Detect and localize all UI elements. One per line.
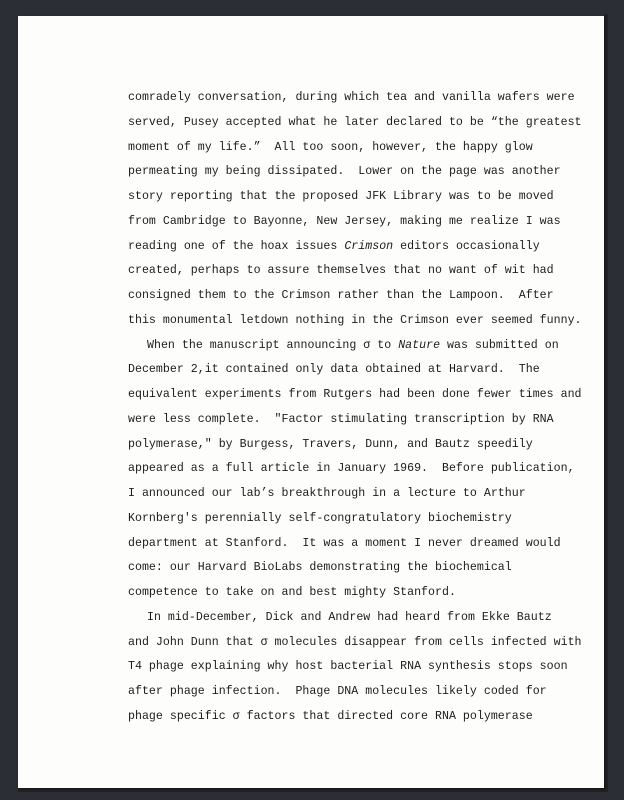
text-line [128,235,548,260]
paper-edge-shadow-bottom [18,788,608,792]
page-body-text [128,86,582,730]
text-segment: reading one of the hoax issues [128,239,345,253]
text-line: story reporting that the proposed JFK Library was to be moved [128,190,554,203]
text-line: I announced our lab’s breakthrough in a lecture to Arthur [128,487,526,500]
text-segment: When the manuscript announcing σ to [147,338,399,352]
text-line: equivalent experiments from Rutgers had been done fewer times and [128,388,582,401]
text-line: appeared as a full article in January 1969. Before publication, [128,462,575,476]
text-line: T4 phage explaining why host bacterial RNA synthesis stops soon [128,660,568,674]
text-line: after phage infection. Phage DNA molecules likely coded for [128,685,547,698]
italic-title: Crimson [344,239,394,253]
text-line: consigned them to the Crimson rather than the Lampoon. After [128,289,554,302]
text-line: served, Pusey accepted what he later declared to be “the greatest [128,115,582,129]
text-line: were less complete. "Factor stimulating transcription by RNA [128,412,554,426]
text-line: this monumental letdown nothing in the Crimson ever seemed funny. [128,313,582,327]
text-line: In mid-December, Dick and Andrew had heard from Ekke Bautz [147,610,552,624]
text-line: Kornberg's perennially self-congratulatory biochemistry [128,511,512,525]
paper-edge-shadow [604,14,608,790]
text-segment: editors occasionally [393,239,540,253]
text-segment: was submitted on [440,338,559,352]
text-line: from Cambridge to Bayonne, New Jersey, making me realize I was [128,214,561,228]
italic-title: Nature [398,338,441,352]
text-line: phage specific σ factors that directed core RNA polymerase [128,709,533,723]
text-line: competence to take on and best mighty Stanford. [128,586,456,599]
text-line: created, perhaps to assure themselves that no want of wit had [128,264,554,278]
text-line: comradely conversation, during which tea and vanilla wafers were [128,91,575,104]
text-line: permeating my being dissipated. Lower on the page was another [128,165,561,179]
text-line: and John Dunn that σ molecules disappear from cells infected with [128,635,582,649]
text-line: December 2,it contained only data obtained at Harvard. The [128,363,540,377]
text-line: department at Stanford. It was a moment I never dreamed would [128,536,561,550]
text-line [128,334,559,359]
text-line: moment of my life.” All too soon, however, the happy glow [128,140,533,154]
text-line: polymerase," by Burgess, Travers, Dunn, and Bautz speedily [128,437,533,451]
text-line: come: our Harvard BioLabs demonstrating the biochemical [128,561,512,575]
